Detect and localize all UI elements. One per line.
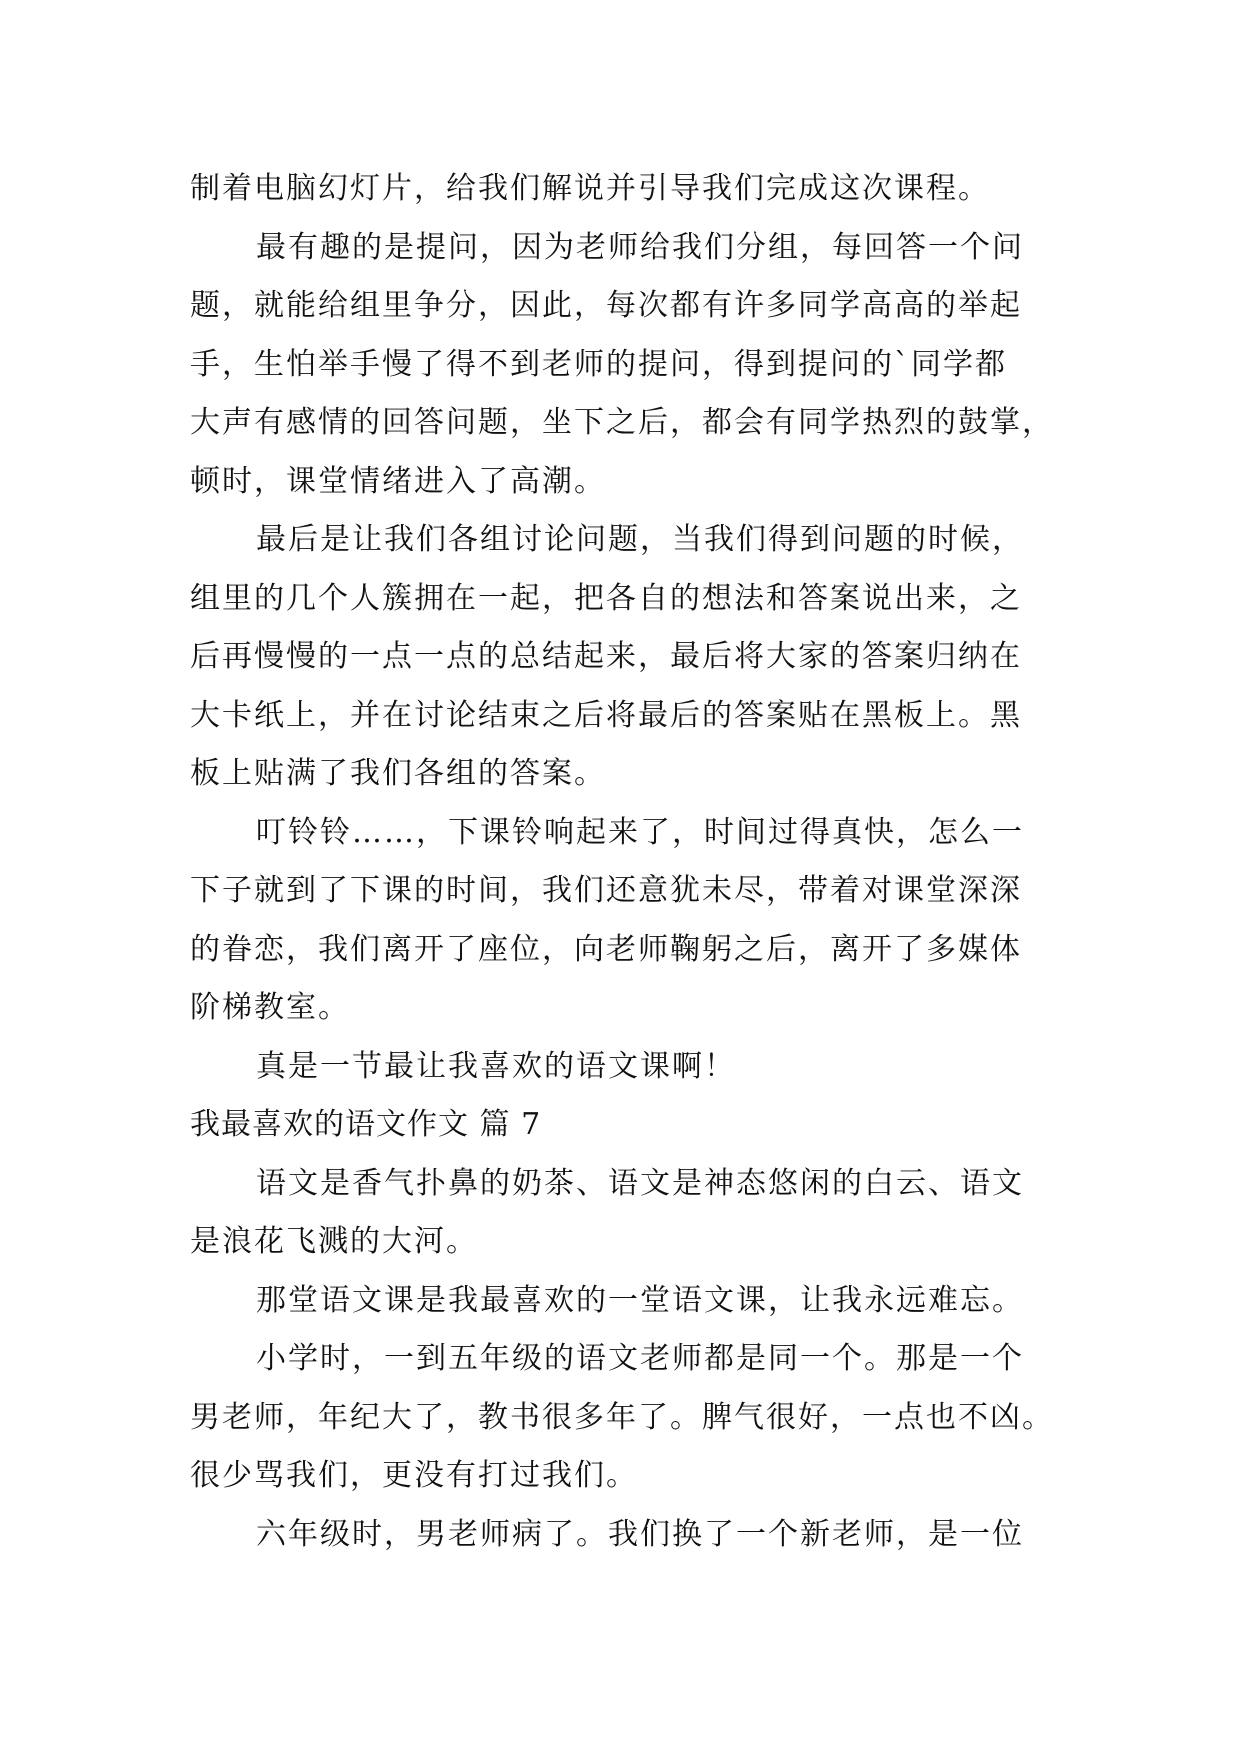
text-line: 叮铃铃……，下课铃响起来了，时间过得真快，怎么一	[256, 814, 1024, 850]
text-line: 板上贴满了我们各组的答案。	[190, 756, 606, 791]
text-line: 小学时，一到五年级的语文老师都是同一个。那是一个	[256, 1341, 1024, 1376]
text-line: 下子就到了下课的时间，我们还意犹未尽，带着对课堂深深	[190, 873, 1022, 908]
text-line: 题，就能给组里争分，因此，每次都有许多同学高高的举起	[190, 288, 1022, 323]
text-line: 那堂语文课是我最喜欢的一堂语文课，让我永远难忘。	[256, 1282, 1024, 1318]
text-line: 最后是让我们各组讨论问题，当我们得到问题的时候，	[256, 522, 1024, 557]
text-line: 大声有感情的回答问题，坐下之后，都会有同学热烈的鼓掌，	[190, 405, 1054, 440]
text-line: 阶梯教室。	[190, 990, 350, 1025]
text-line: 的眷恋，我们离开了座位，向老师鞠躬之后，离开了多媒体	[190, 931, 1022, 967]
text-line: 最有趣的是提问，因为老师给我们分组，每回答一个问	[256, 229, 1024, 265]
text-line: 男老师，年纪大了，教书很多年了。脾气很好，一点也不凶。	[190, 1399, 1054, 1435]
text-line: 六年级时，男老师病了。我们换了一个新老师，是一位	[256, 1516, 1024, 1552]
text-line: 后再慢慢的一点一点的总结起来，最后将大家的答案归纳在	[190, 639, 1022, 674]
text-line: 真是一节最让我喜欢的语文课啊！	[256, 1048, 736, 1084]
text-line: 手，生怕举手慢了得不到老师的提问，得到提问的`同学都	[190, 346, 1007, 382]
section-heading: 我最喜欢的语文作文 篇 7	[190, 1107, 542, 1142]
text-line: 是浪花飞溅的大河。	[190, 1224, 478, 1259]
document-body	[190, 160, 1052, 1564]
text-line: 顿时，课堂情绪进入了高潮。	[190, 463, 606, 499]
text-line: 组里的几个人簇拥在一起，把各自的想法和答案说出来，之	[190, 580, 1022, 616]
text-line: 大卡纸上，并在讨论结束之后将最后的答案贴在黑板上。黑	[190, 697, 1022, 733]
text-line: 制着电脑幻灯片，给我们解说并引导我们完成这次课程。	[190, 171, 990, 206]
text-line: 很少骂我们，更没有打过我们。	[190, 1458, 638, 1493]
text-line: 语文是香气扑鼻的奶茶、语文是神态悠闲的白云、语文	[256, 1165, 1024, 1201]
